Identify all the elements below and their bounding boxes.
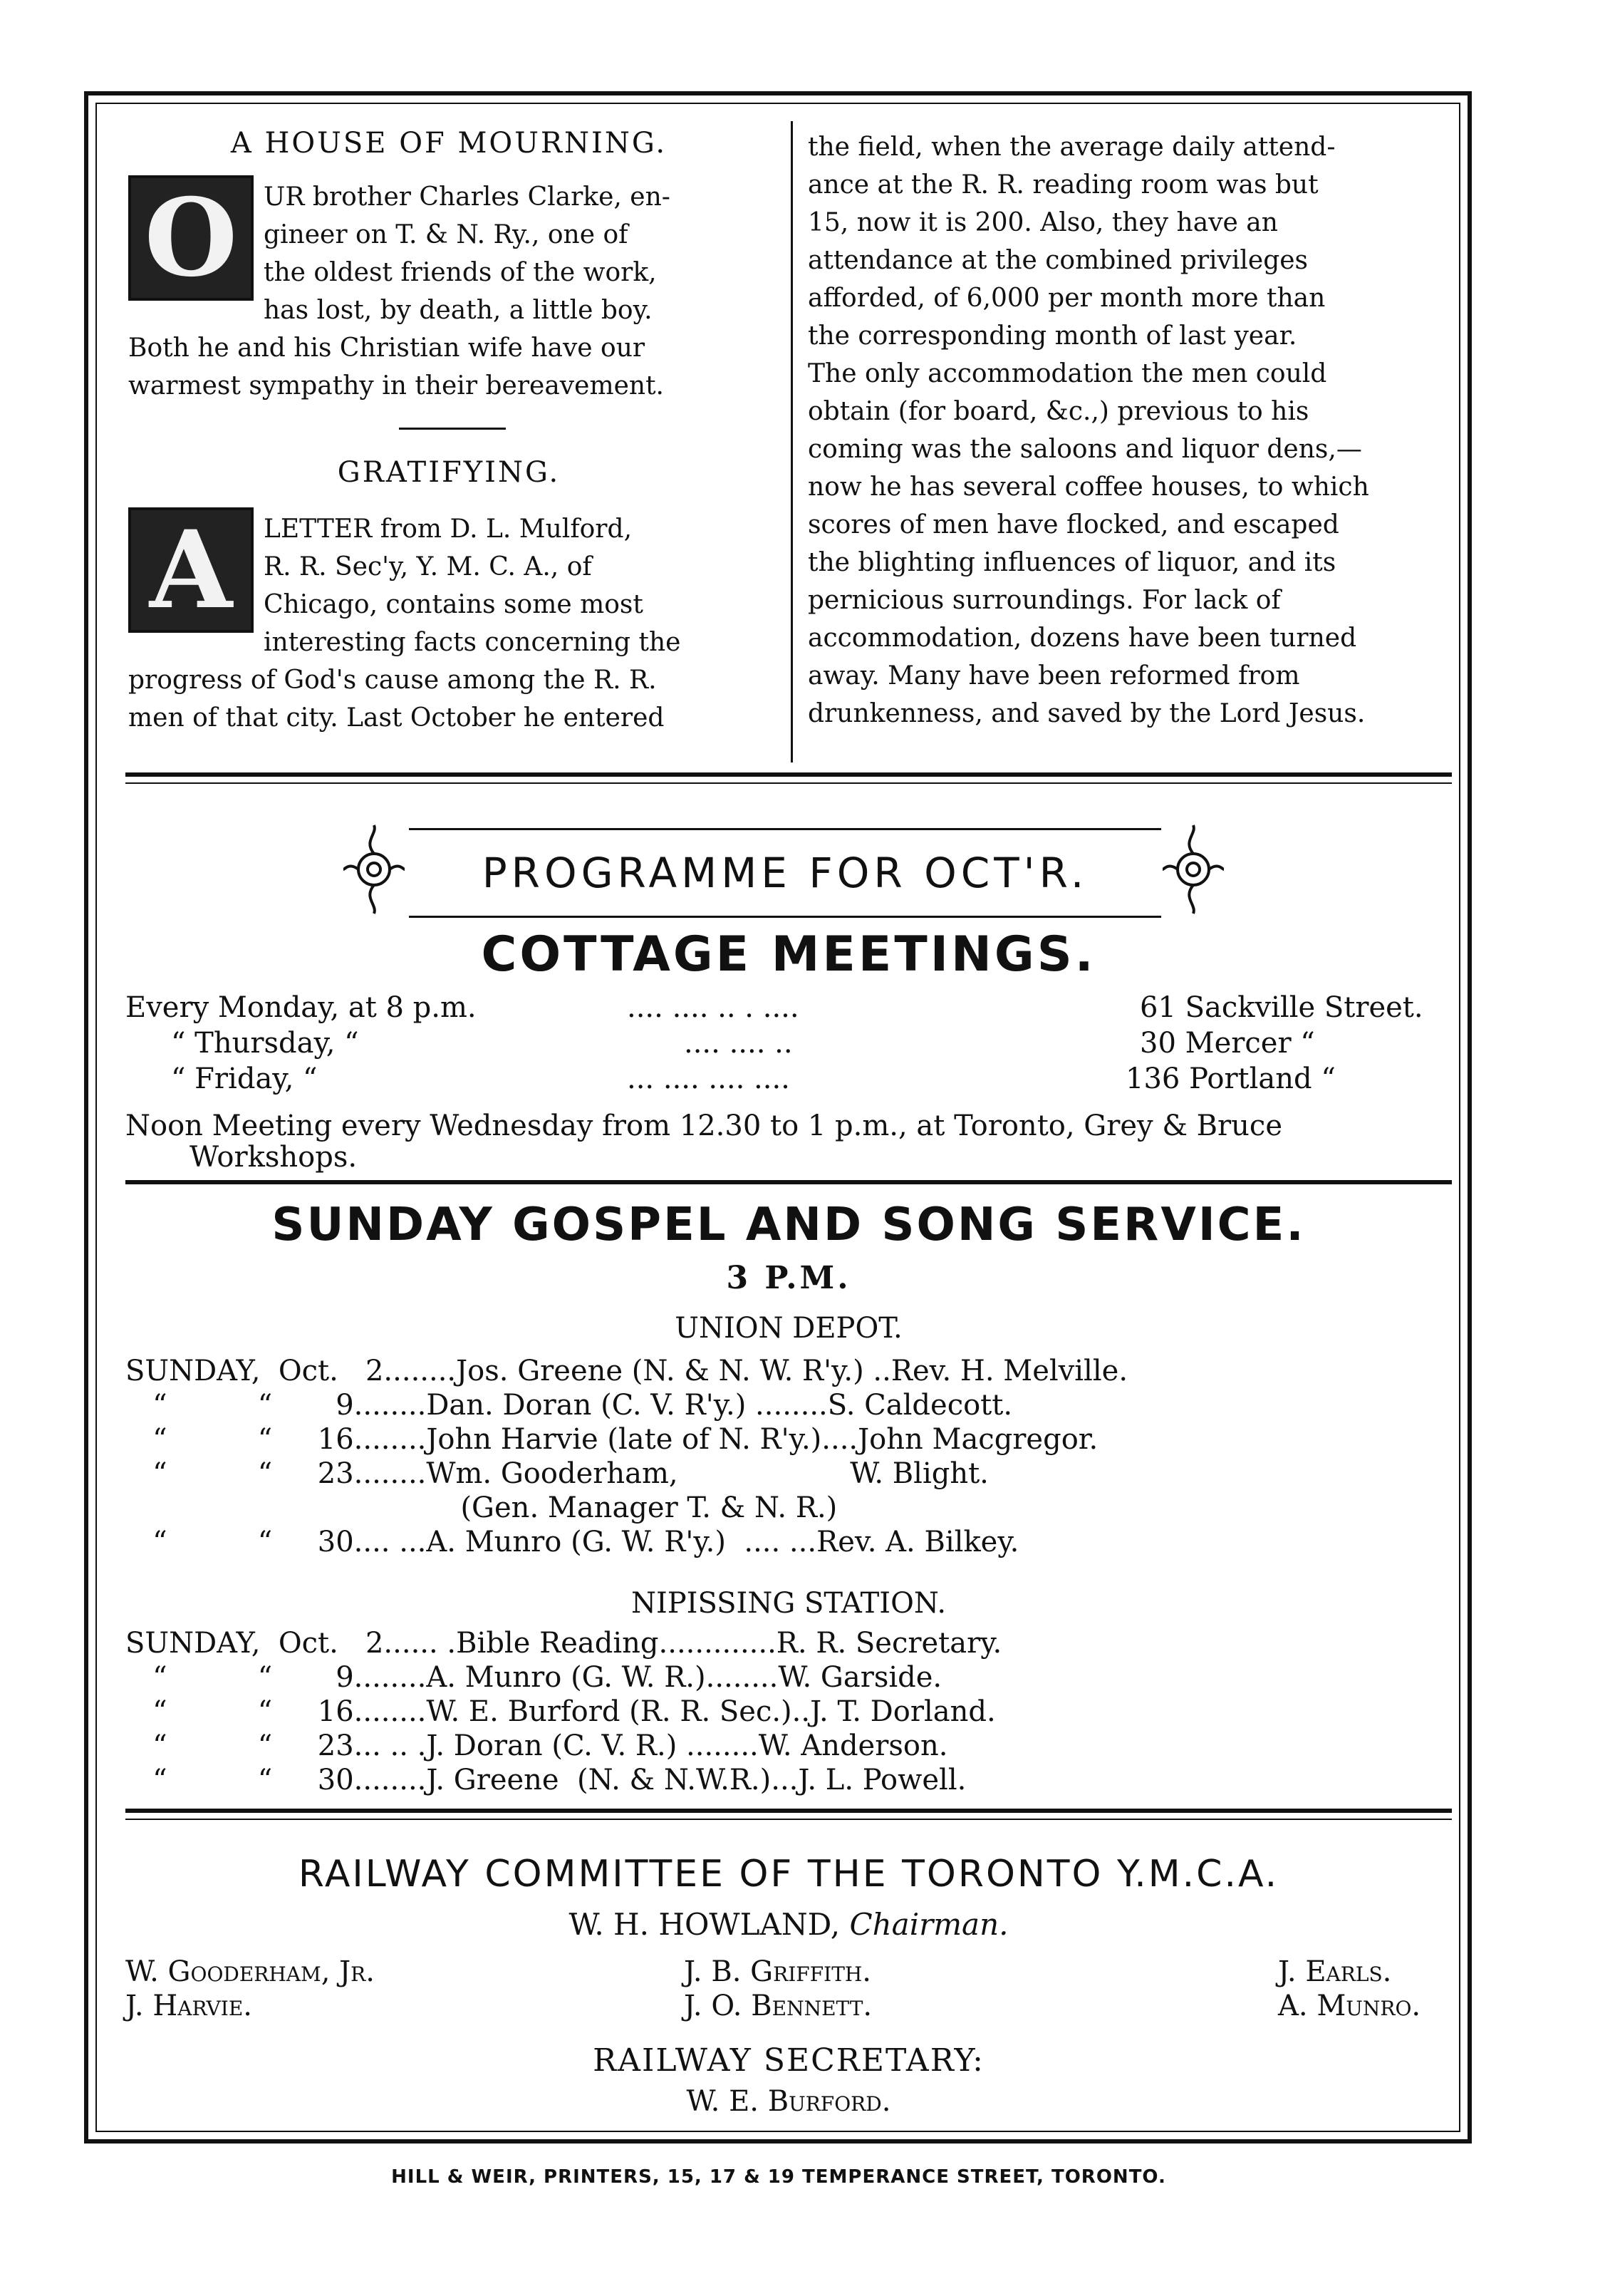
section-rule [399, 428, 506, 430]
cottage-dots: ... .... .... .... [627, 1062, 790, 1095]
union-row: “ “ 30.... ...A. Munro (G. W. R'y.) .... ...Rev. A. Bilkey. [125, 1526, 1019, 1558]
union-depot-heading: UNION DEPOT. [675, 1312, 903, 1345]
right-col-line: the blighting influences of liquor, and its [808, 548, 1336, 577]
member-name: J. O. Bennett. [684, 1990, 873, 2022]
noon-meeting-line: Noon Meeting every Wednesday from 12.30 to 1 p.m., at Toronto, Grey & Bruce [125, 1110, 1283, 1142]
dropcap-letter: O [144, 175, 238, 301]
right-col-line: drunkenness, and saved by the Lord Jesus. [808, 699, 1366, 728]
nipissing-heading: NIPISSING STATION. [630, 1587, 947, 1620]
gratifying-line: men of that city. Last October he entered [128, 703, 665, 733]
double-rule [125, 772, 1452, 777]
dropcap-a-icon [128, 507, 254, 633]
column-divider [791, 121, 793, 762]
mourning-line: UR brother Charles Clarke, en- [264, 182, 670, 212]
chairman-role: Chairman. [849, 1907, 1009, 1942]
nipissing-row: SUNDAY, Oct. 2...... .Bible Reading.............R. R. Secretary. [125, 1627, 1002, 1660]
nipissing-row: “ “ 16........W. E. Burford (R. R. Sec.)..J. T. Dorland. [125, 1695, 996, 1728]
gratifying-line: progress of God's cause among the R. R. [128, 666, 657, 695]
noon-meeting-line: Workshops. [189, 1141, 358, 1174]
member-name: J. B. Griffith. [684, 1955, 872, 1988]
gratifying-line: interesting facts concerning the [264, 628, 681, 657]
right-col-line: attendance at the combined privileges [808, 246, 1309, 275]
cottage-place: 136 Portland “ [1126, 1062, 1336, 1095]
cottage-place: 30 Mercer “ [1140, 1027, 1315, 1060]
ornament-left-icon [342, 819, 406, 919]
right-col-line: afforded, of 6,000 per month more than [808, 284, 1326, 313]
nipissing-row: “ “ 9........A. Munro (G. W. R.)........W. Garside. [125, 1661, 942, 1694]
right-col-line: the corresponding month of last year. [808, 321, 1297, 351]
cottage-day: “ Thursday, “ [171, 1027, 359, 1060]
mourning-line: gineer on T. & N. Ry., one of [264, 220, 628, 249]
right-col-line: The only accommodation the men could [808, 359, 1327, 388]
union-row: “ “ 16........John Harvie (late of N. R'y.)....John Macgregor. [125, 1423, 1099, 1456]
committee-title: RAILWAY COMMITTEE OF THE TORONTO Y.M.C.A. [298, 1853, 1279, 1896]
chairman-name: W. H. HOWLAND, [568, 1907, 841, 1942]
programme-banner: PROGRAMME FOR OCT'R. [409, 828, 1161, 918]
member-name: W. Gooderham, Jr. [125, 1955, 375, 1988]
union-row: SUNDAY, Oct. 2........Jos. Greene (N. & N. W. R'y.) ..Rev. H. Melville. [125, 1355, 1128, 1387]
right-col-line: 15, now it is 200. Also, they have an [808, 208, 1278, 237]
member-name: J. Earls. [1278, 1955, 1392, 1988]
cottage-dots: .... .... .. [684, 1027, 793, 1060]
section-rule [125, 1180, 1452, 1184]
dropcap-o-icon [128, 175, 254, 301]
dropcap-letter: A [149, 507, 233, 633]
double-rule [125, 782, 1452, 784]
gratifying-line: R. R. Sec'y, Y. M. C. A., of [264, 552, 592, 581]
railway-secretary-name: W. E. Burford. [686, 2085, 891, 2118]
member-name: J. Harvie. [125, 1990, 252, 2022]
ornament-right-icon [1161, 819, 1225, 919]
right-col-line: accommodation, dozens have been turned [808, 624, 1357, 653]
mourning-line: has lost, by death, a little boy. [264, 296, 653, 325]
right-col-line: scores of men have flocked, and escaped [808, 510, 1339, 539]
sunday-service-title: SUNDAY GOSPEL AND SONG SERVICE. [271, 1199, 1306, 1251]
right-col-line: away. Many have been reformed from [808, 661, 1300, 691]
nipissing-row: “ “ 23... .. .J. Doran (C. V. R.) ........W. Anderson. [125, 1729, 948, 1762]
nipissing-row: “ “ 30........J. Greene (N. & N.W.R.)...J. L. Powell. [125, 1764, 967, 1796]
union-row: (Gen. Manager T. & N. R.) [125, 1491, 838, 1524]
mourning-line: warmest sympathy in their bereavement. [128, 371, 664, 400]
double-rule [125, 1809, 1452, 1813]
union-row: “ “ 9........Dan. Doran (C. V. R'y.) ........S. Caldecott. [125, 1389, 1013, 1422]
cottage-dots: .... .... .. . .... [627, 991, 799, 1024]
gratifying-line: LETTER from D. L. Mulford, [264, 514, 633, 544]
cottage-place: 61 Sackville Street. [1140, 991, 1423, 1024]
cottage-meetings-title: COTTAGE MEETINGS. [481, 926, 1096, 983]
gratifying-line: Chicago, contains some most [264, 590, 643, 619]
service-time: 3 P.M. [726, 1260, 851, 1296]
printer-imprint: HILL & WEIR, PRINTERS, 15, 17 & 19 TEMPERANCE STREET, TORONTO. [391, 2166, 1166, 2188]
right-col-line: ance at the R. R. reading room was but [808, 170, 1319, 200]
mourning-line: Both he and his Christian wife have our [128, 333, 645, 363]
cottage-day: “ Friday, “ [171, 1062, 318, 1095]
member-name: A. Munro. [1278, 1990, 1421, 2022]
mourning-heading: A HOUSE OF MOURNING. [230, 127, 668, 160]
right-col-line: coming was the saloons and liquor dens,— [808, 435, 1362, 464]
right-col-line: pernicious surroundings. For lack of [808, 586, 1281, 615]
cottage-day: Every Monday, at 8 p.m. [125, 991, 477, 1024]
right-col-line: obtain (for board, &c.,) previous to his [808, 397, 1309, 426]
right-col-line: now he has several coffee houses, to which [808, 472, 1369, 502]
union-row: “ “ 23........Wm. Gooderham, W. Blight. [125, 1457, 989, 1490]
chairman-line [125, 1907, 1452, 1942]
double-rule [125, 1819, 1452, 1820]
railway-secretary-label: RAILWAY SECRETARY: [593, 2042, 985, 2079]
right-col-line: the field, when the average daily attend- [808, 133, 1336, 162]
gratifying-heading: GRATIFYING. [337, 456, 561, 489]
mourning-line: the oldest friends of the work, [264, 258, 657, 287]
